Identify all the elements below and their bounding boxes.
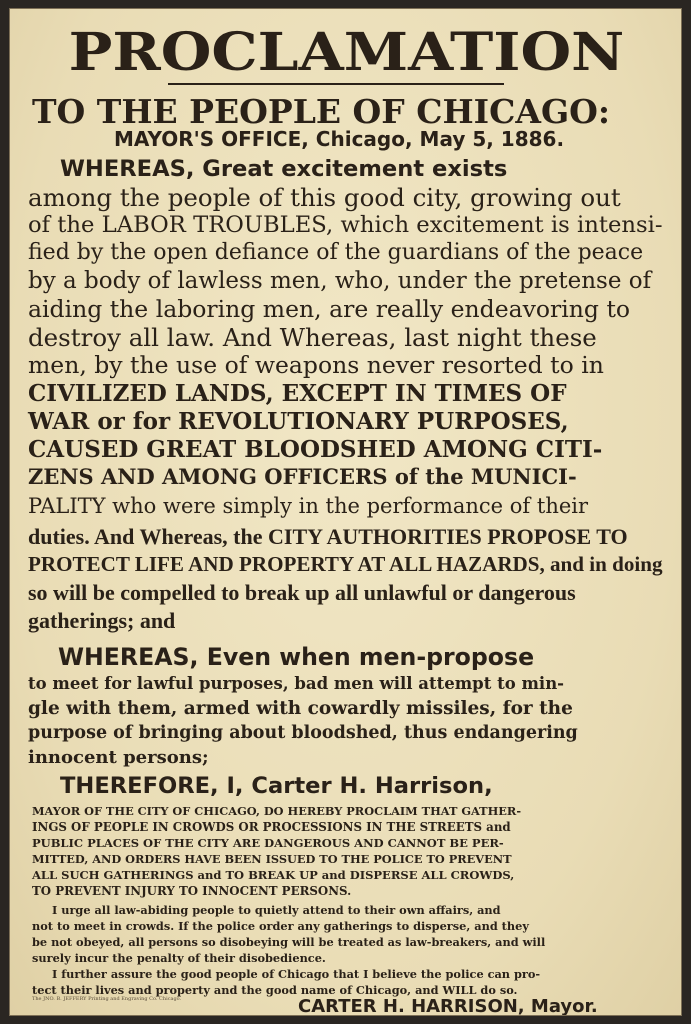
body-line: WAR or for REVOLUTIONARY PURPOSES, <box>28 408 569 435</box>
body-line: among the people of this good city, growing out <box>28 183 621 212</box>
body-line: ALL SUCH GATHERINGS and TO BREAK UP and DISPERSE ALL CROWDS, <box>32 868 515 882</box>
poster-dateline: MAYOR'S OFFICE, Chicago, May 5, 1886. <box>114 127 565 151</box>
body-line: men, by the use of weapons never resorted to in <box>28 351 604 379</box>
body-line: CAUSED GREAT BLOODSHED AMONG CITI- <box>28 436 603 463</box>
body-line: PALITY who were simply in the performance of their <box>28 494 589 518</box>
body-line: not to meet in crowds. If the police order any gatherings to disperse, and they <box>32 919 529 933</box>
body-line: fied by the open defiance of the guardians of the peace <box>28 240 644 265</box>
body-line: of the LABOR TROUBLES, which excitement is intensi- <box>28 212 663 238</box>
title-rule <box>168 83 504 85</box>
body-line: purpose of bringing about bloodshed, thus endangering <box>28 723 578 743</box>
body-line: to meet for lawful purposes, bad men will attempt to min- <box>28 674 565 693</box>
body-line: so will be compelled to break up all unlawful or dangerous <box>28 580 576 605</box>
mayor-signature: CARTER H. HARRISON, Mayor. <box>298 996 598 1016</box>
body-line: TO PREVENT INJURY TO INNOCENT PERSONS. <box>32 884 352 898</box>
body-line: be not obeyed, all persons so disobeying will be treated as law-breakers, and will <box>32 935 546 949</box>
body-line: THEREFORE, I, Carter H. Harrison, <box>60 773 493 799</box>
body-line: WHEREAS, Even when men-propose <box>58 643 535 671</box>
body-line: I urge all law-abiding people to quietly attend to their own affairs, and <box>52 903 501 917</box>
body-line: tect their lives and property and the good name of Chicago, and WILL do so. <box>32 983 518 997</box>
body-line: by a body of lawless men, who, under the pretense of <box>28 268 652 294</box>
body-line: destroy all law. And Whereas, last night these <box>28 323 597 352</box>
body-line: CIVILIZED LANDS, EXCEPT IN TIMES OF <box>28 380 567 407</box>
body-line: innocent persons; <box>28 747 209 768</box>
body-line: duties. And Whereas, the CITY AUTHORITIES PROPOSE TO <box>28 524 628 549</box>
body-line: aiding the laboring men, are really endeavoring to <box>28 295 631 323</box>
proclamation-poster <box>9 8 682 1016</box>
body-line: MAYOR OF THE CITY OF CHICAGO, DO HEREBY PROCLAIM THAT GATHER- <box>32 804 522 818</box>
body-line: PROTECT LIFE AND PROPERTY AT ALL HAZARDS, and in doing <box>28 552 663 576</box>
body-line: INGS OF PEOPLE IN CROWDS OR PROCESSIONS IN THE STREETS and <box>32 820 511 834</box>
poster-title: PROCLAMATION <box>68 20 625 83</box>
body-line: gatherings; and <box>28 608 176 633</box>
body-line: ZENS AND AMONG OFFICERS of the MUNICI- <box>28 464 577 489</box>
printer-imprint: The JNO. B. JEFFERY Printing and Engraving Co. Chicago. <box>32 996 182 1002</box>
body-line: PUBLIC PLACES OF THE CITY ARE DANGEROUS AND CANNOT BE PER- <box>32 836 504 850</box>
poster-heading: TO THE PEOPLE OF CHICAGO: <box>32 92 611 131</box>
body-line: gle with them, armed with cowardly missiles, for the <box>28 698 573 719</box>
body-line: WHEREAS, Great excitement exists <box>60 156 508 182</box>
body-line: I further assure the good people of Chicago that I believe the police can pro- <box>52 967 541 981</box>
body-line: surely incur the penalty of their disobedience. <box>32 951 326 965</box>
body-line: MITTED, AND ORDERS HAVE BEEN ISSUED TO THE POLICE TO PREVENT <box>32 852 512 866</box>
